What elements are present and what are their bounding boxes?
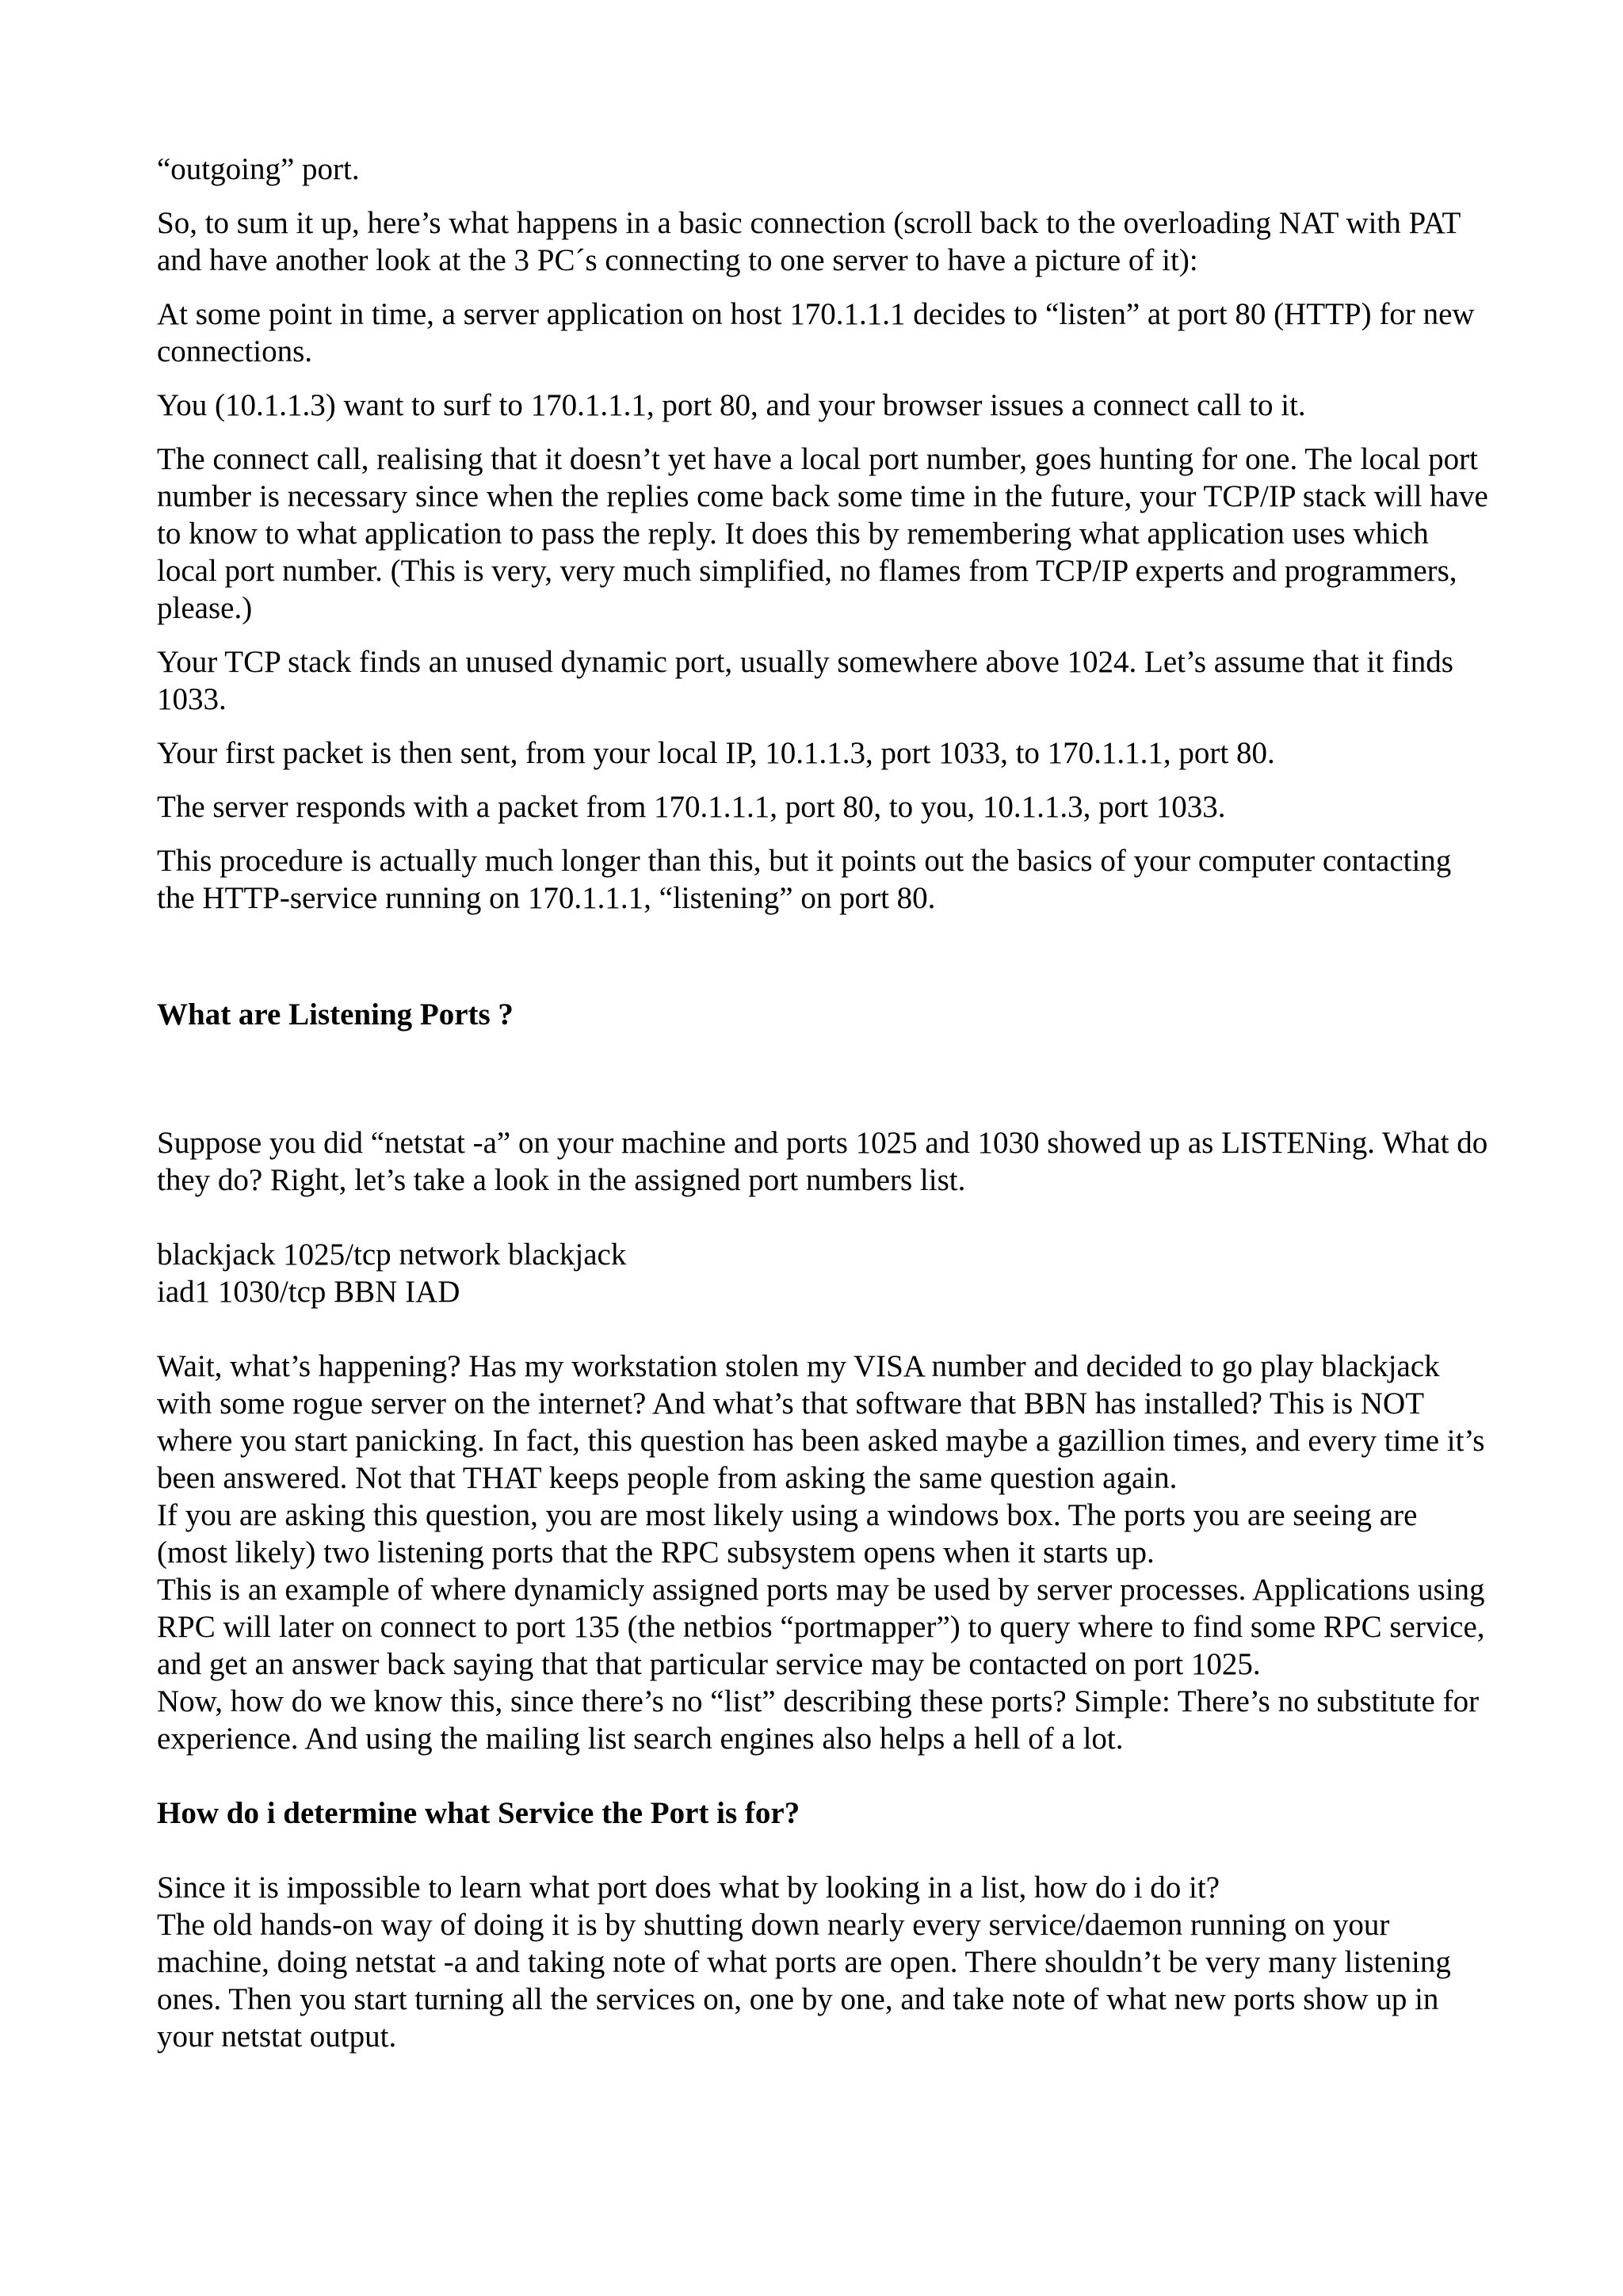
paragraph-first-packet: Your first packet is then sent, from your local IP, 10.1.1.3, port 1033, to 170.1.1.1, port 80. — [157, 736, 1275, 770]
heading-determine-service: How do i determine what Service the Port is for? — [157, 1796, 800, 1830]
paragraph-windows-box: If you are asking this question, you are most likely using a windows box. The ports you are seeing are (most likely) two listening ports that the RPC subsystem opens when it starts up. — [157, 1498, 1418, 1569]
port-entry-blackjack: blackjack 1025/tcp network blackjack — [157, 1238, 627, 1272]
port-list — [157, 1236, 1488, 1310]
paragraph-outgoing-port: “outgoing” port. — [157, 152, 360, 186]
paragraph-whats-happening: Wait, what’s happening? Has my workstation stolen my VISA number and decided to go play blackjack with some rogue server on the internet? And what’s that software that BBN has installed? This is NOT where you start panicking. In fact, this question has been asked maybe a gazillion times, and every time it’s been answered. Not that THAT keeps people from asking the same question again. — [157, 1349, 1485, 1495]
document-page — [157, 151, 1488, 2055]
paragraph-experience: Now, how do we know this, since there’s no “list” describing these ports? Simple: There’s no substitute for experience. And using the mailing list search engines also helps a hell of a lot. — [157, 1684, 1480, 1756]
paragraph-impossible-learn: Since it is impossible to learn what port does what by looking in a list, how do i do it? — [157, 1871, 1220, 1905]
paragraph-procedure: This procedure is actually much longer than this, but it points out the basics of your computer contacting the HTTP-service running on 170.1.1.1, “listening” on port 80. — [157, 844, 1452, 915]
paragraph-connect-call: The connect call, realising that it doesn’t yet have a local port number, goes hunting for one. The local port number is necessary since when the replies come back some time in the future, your TCP/IP stack will have to know to what application to pass the reply. It does this by remembering what application uses which local port number. (This is very, very much simplified, no flames from TCP/IP experts and programmers, please.) — [157, 442, 1488, 625]
paragraph-hands-on-way: The old hands-on way of doing it is by shutting down nearly every service/daemon running on your machine, doing netstat -a and taking note of what ports are open. There shouldn’t be very many listening ones. Then you start turning all the services on, one by one, and take note of what new ports show up in your netstat output. — [157, 1908, 1451, 2054]
paragraph-browser-connect: You (10.1.1.3) want to surf to 170.1.1.1, port 80, and your browser issues a connect call to it. — [157, 388, 1306, 422]
heading-listening-ports: What are Listening Ports ? — [157, 997, 514, 1032]
paragraph-dynamic-port: Your TCP stack finds an unused dynamic port, usually somewhere above 1024. Let’s assume that it finds 1033. — [157, 645, 1453, 716]
paragraph-dynamic-assigned: This is an example of where dynamicly assigned ports may be used by server processes. Applications using RPC will later on connect to port 135 (the netbios “portmapper”) to query where to find some RPC service, and get an answer back saying that that particular service may be contacted on port 1025. — [157, 1573, 1485, 1681]
paragraph-summary: So, to sum it up, here’s what happens in a basic connection (scroll back to the overloading NAT with PAT and have another look at the 3 PC´s connecting to one server to have a picture of it): — [157, 206, 1461, 277]
paragraph-netstat-intro: Suppose you did “netstat -a” on your machine and ports 1025 and 1030 showed up as LISTENing. What do they do? Right, let’s take a look in the assigned port numbers list. — [157, 1126, 1488, 1197]
port-entry-iad1: iad1 1030/tcp BBN IAD — [157, 1275, 460, 1309]
paragraph-server-listen: At some point in time, a server application on host 170.1.1.1 decides to “listen” at port 80 (HTTP) for new connections. — [157, 297, 1475, 368]
paragraph-server-responds: The server responds with a packet from 170.1.1.1, port 80, to you, 10.1.1.3, port 1033. — [157, 790, 1226, 824]
